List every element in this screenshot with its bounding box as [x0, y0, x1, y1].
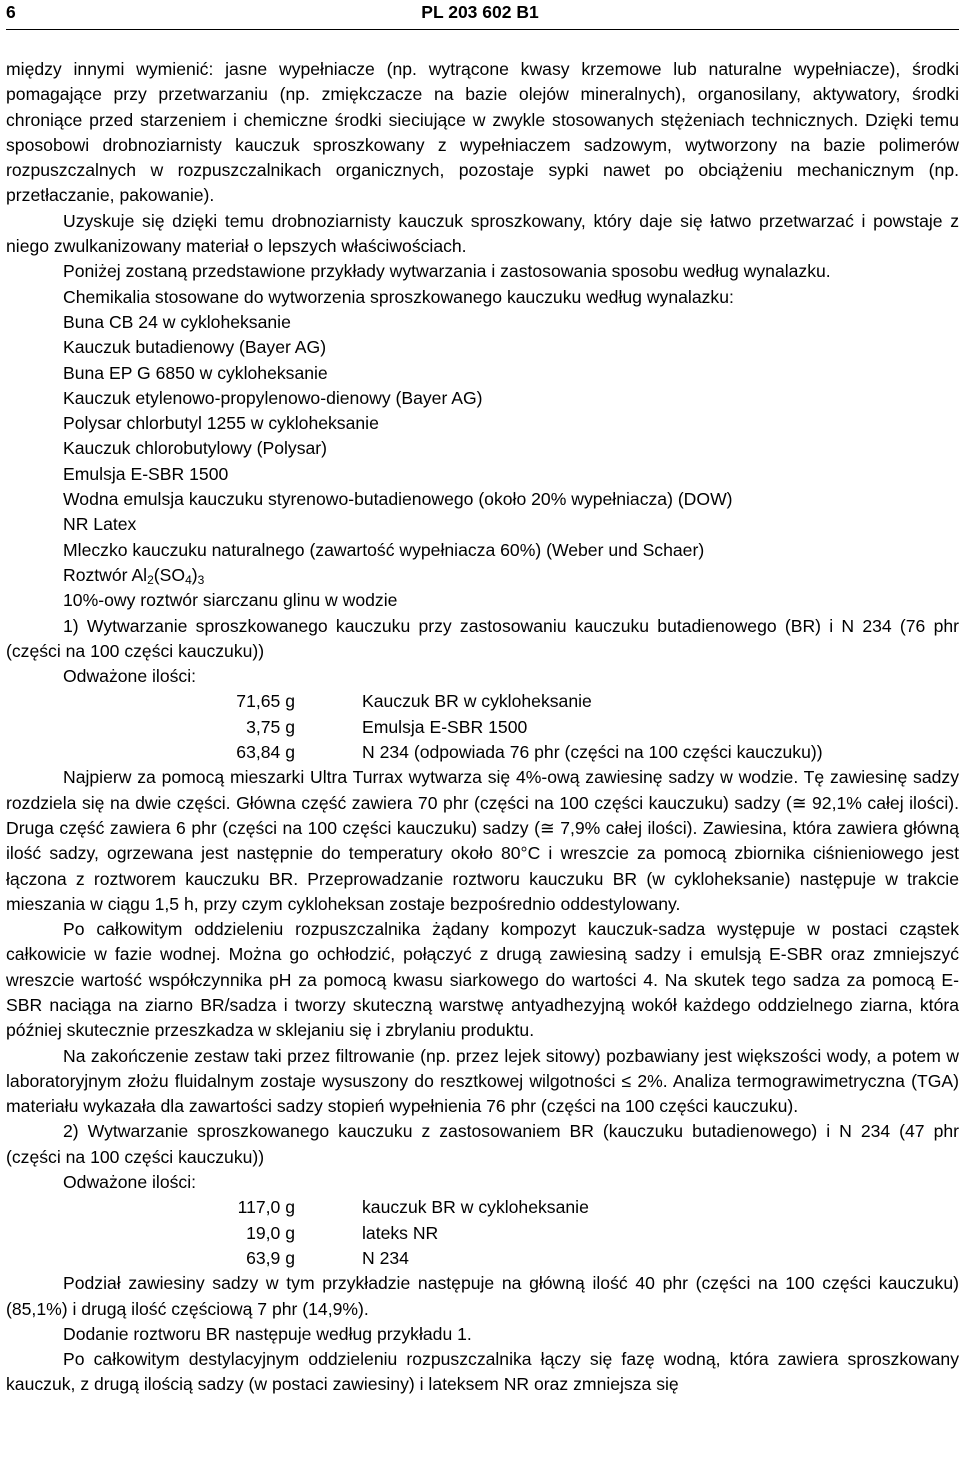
- recipe-1-table: [6, 689, 959, 765]
- paragraph-fillers: między innymi wymienić: jasne wypełniacze (np. wytrącone kwasy krzemowe lub naturalne wypełniacze), środki pomagające przy przetwarzaniu (np. zmiękczacze na bazie olejów mineralnych), organosilany, aktywatory, środki chroniące przed starzeniem i chemiczne środki sieciujące w zwykle stosowanych stężeniach technicznych. Dzięki temu sposobowi drobnoziarnisty kauczuk sproszkowany z wypełniaczem sadzowym, wytworzony na bazie polimerów rozpuszczalnych w rozpuszczalnikach organicznych, pozostaje sypki nawet po obciążeniu mechanicznym (np. przetłaczanie, pakowanie).: [6, 59, 959, 206]
- recipe-amount: 3,75 g: [246, 716, 295, 737]
- chemical-formula: Roztwór $Al_2(SO_4)_3$: [63, 564, 205, 587]
- chemical-item: Buna CB 24 w cykloheksanie: [63, 311, 291, 332]
- chemical-item: Polysar chlorbutyl 1255 w cykloheksanie: [63, 413, 379, 434]
- weighed-label: Odważone ilości:: [63, 666, 196, 687]
- recipe-amount: 63,9 g: [246, 1247, 295, 1268]
- header-divider: [6, 29, 959, 30]
- chemical-item: Kauczuk chlorobutylowy (Polysar): [63, 438, 328, 459]
- paragraph-addition: Dodanie roztworu BR następuje według przykładu 1.: [63, 1323, 472, 1344]
- recipe-2-table: [6, 1195, 959, 1271]
- paragraph-chemicals-intro: Chemikalia stosowane do wytworzenia sproszkowanego kauczuku według wynalazku:: [63, 286, 734, 307]
- paragraph-final: Po całkowitym destylacyjnym oddzieleniu rozpuszczalnika łączy się fazę wodną, która zawiera sproszkowany kauczuk, z drugą ilością sadzy (w postaci zawiesiny) i lateksem NR oraz zmniejsza się: [6, 1349, 959, 1395]
- recipe-description: N 234 (odpowiada 76 phr (części na 100 części kauczuku)): [362, 742, 823, 763]
- recipe-description: Emulsja E-SBR 1500: [362, 716, 528, 737]
- recipe-amount: 117,0 g: [237, 1197, 295, 1218]
- paragraph-split: Podział zawiesiny sadzy w tym przykładzie następuje na główną ilość 40 phr (części na 100 części kauczuku) (85,1%) i drugą ilość częściową 7 phr (14,9%).: [6, 1273, 959, 1319]
- example-2-title: 2) Wytwarzanie sproszkowanego kauczuku z zastosowaniem BR (kauczuku butadienowego) i N 234 (47 phr (części na 100 części kauczuku)): [6, 1121, 959, 1167]
- recipe-description: kauczuk BR w cykloheksanie: [362, 1197, 589, 1218]
- paragraph-filtration: Na zakończenie zestaw taki przez filtrowanie (np. przez lejek sitowy) pozbawiany jest większości wody, a potem w laboratoryjnym złożu fluidalnym zostaje wysuszony do resztkowej wilgotności ≤ 2%. Analiza termograwimetryczna (TGA) materiału wykazała dla zawartości sadzy stopień wypełnienia 76 phr (części na 100 części kauczuku).: [6, 1045, 959, 1117]
- chemical-item: Wodna emulsja kauczuku styrenowo-butadienowego (około 20% wypełniacza) (DOW): [63, 489, 733, 510]
- recipe-amount: 19,0 g: [246, 1222, 295, 1243]
- chemical-item: Kauczuk butadienowy (Bayer AG): [63, 337, 327, 358]
- recipe-row: [6, 1246, 959, 1271]
- paragraph-result: Uzyskuje się dzięki temu drobnoziarnisty kauczuk sproszkowany, który daje się łatwo przetwarzać i powstaje z niego zwulkanizowany materiał o lepszych właściwościach.: [6, 210, 959, 257]
- patent-number: PL 203 602 B1: [421, 2, 539, 22]
- weighed-label: Odważone ilości:: [63, 1172, 196, 1193]
- chemical-item: Emulsja E-SBR 1500: [63, 463, 229, 484]
- recipe-description: Kauczuk BR w cykloheksanie: [362, 691, 592, 712]
- paragraph-procedure: Najpierw za pomocą mieszarki Ultra Turrax wytwarza się 4%-ową zawiesinę sadzy w wodzie. Tę zawiesinę sadzy rozdziela się na dwie części. Główna część zawiera 70 phr (części na 100 części kauczuku) sadzy (≅ 92,1% całej ilości). Druga część zawiera 6 phr (części na 100 części kauczuku) sadzy (≅ 7,9% całej ilości). Zawiesina, która zawiera główną ilość sadzy, ogrzewana jest następnie do temperatury około 80°C i wreszcie za pomocą zbiornika ciśnieniowego jest łączona z roztworem kauczuku BR. Przeprowadzanie roztworu kauczuku BR (w cykloheksanie) następuje w trakcie mieszania w ciągu 1,5 h, przy czym cykloheksan zostaje bezpośrednio oddestylowany.: [6, 767, 959, 914]
- document-body: [6, 57, 959, 1398]
- chemical-item: Kauczuk etylenowo-propylenowo-dienowy (Bayer AG): [63, 387, 483, 408]
- recipe-description: lateks NR: [362, 1222, 439, 1243]
- recipe-row: [6, 1221, 959, 1246]
- recipe-row: [6, 740, 959, 765]
- recipe-description: N 234: [362, 1247, 409, 1268]
- chemical-item: NR Latex: [63, 514, 137, 535]
- paragraph-examples-intro: Poniżej zostaną przedstawione przykłady wytwarzania i zastosowania sposobu według wynalazku.: [63, 261, 831, 282]
- chemicals-list: [6, 310, 959, 614]
- chemical-item: Buna EP G 6850 w cykloheksanie: [63, 362, 328, 383]
- example-1-title: 1) Wytwarzanie sproszkowanego kauczuku przy zastosowaniu kauczuku butadienowego (BR) i N 234 (76 phr (części na 100 części kauczuku)): [6, 615, 959, 661]
- recipe-amount: 71,65 g: [236, 691, 295, 712]
- recipe-row: [6, 689, 959, 714]
- chemical-item: 10%-owy roztwór siarczanu glinu w wodzie: [63, 590, 398, 611]
- paragraph-separation: Po całkowitym oddzieleniu rozpuszczalnika żądany kompozyt kauczuk-sadza występuje w postaci cząstek całkowicie w fazie wodnej. Można go ochłodzić, połączyć z drugą zawiesiną sadzy i emulsją E-SBR oraz zmniejszyć wreszcie wartość współczynnika pH za pomocą kwasu siarkowego do wartości 4. Na skutek tego sadza za pomocą E-SBR naciąga na ziarno BR/sadza i tworzy skuteczną warstwę antyadhezyjną wokół każdego oddzielnego ziarna, która później skutecznie przeszkadza w sklejaniu się i zbrylaniu produktu.: [6, 919, 959, 1041]
- page-number: 6: [6, 2, 16, 22]
- recipe-row: [6, 1195, 959, 1220]
- recipe-amount: 63,84 g: [236, 742, 295, 763]
- chemical-item: Mleczko kauczuku naturalnego (zawartość wypełniacza 60%) (Weber und Schaer): [63, 539, 705, 560]
- page-header: [0, 0, 960, 30]
- recipe-row: [6, 715, 959, 740]
